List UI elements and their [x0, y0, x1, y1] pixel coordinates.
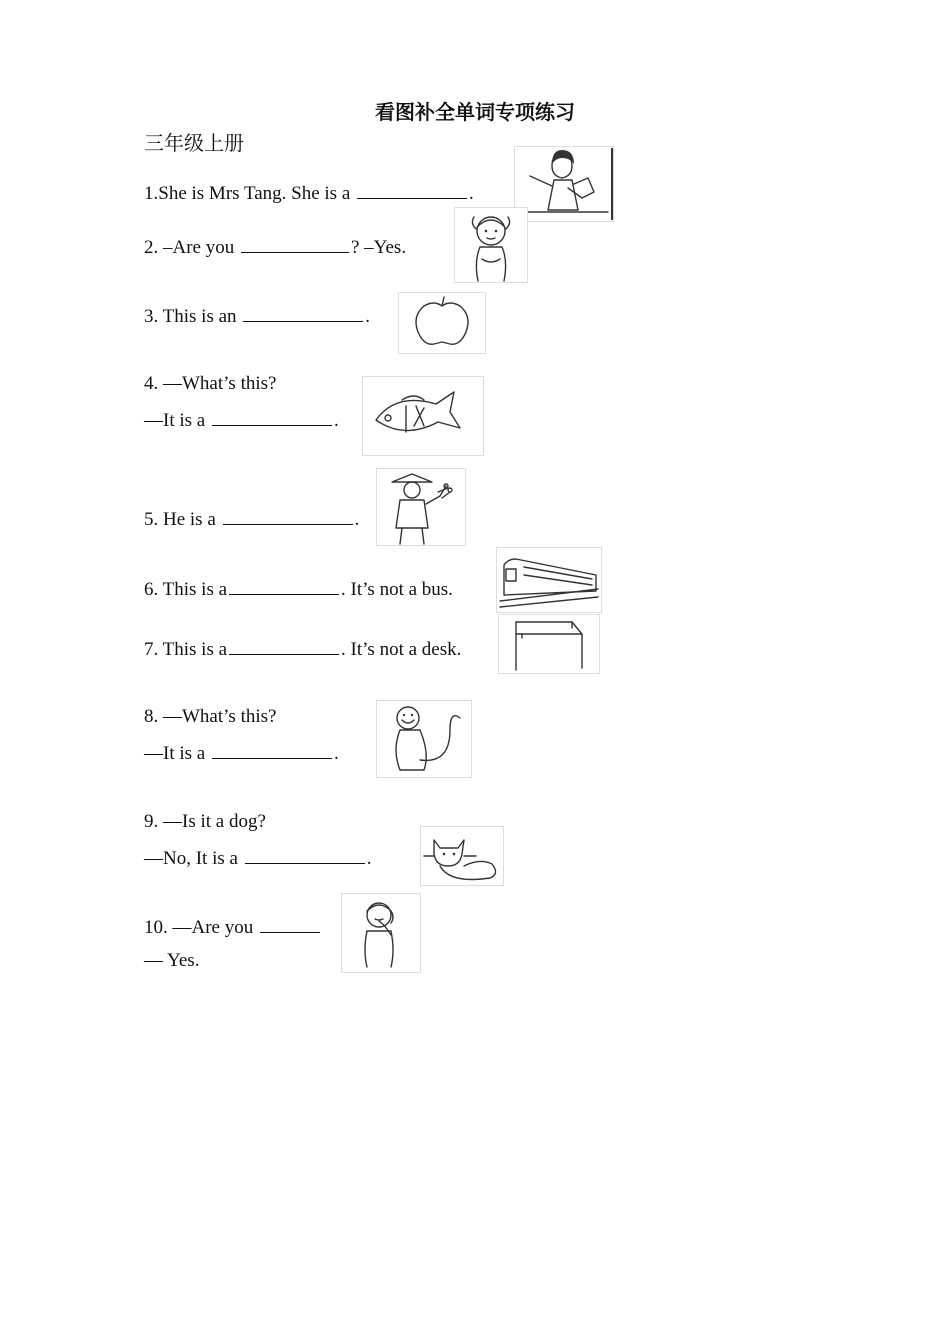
question-1-end: .: [469, 183, 474, 204]
farmer-icon: [376, 468, 466, 546]
answer-blank-9[interactable]: [245, 845, 365, 864]
girl-icon: [454, 207, 528, 283]
question-8: [144, 740, 339, 766]
question-5-text: 5. He is a: [144, 509, 216, 530]
question-2-text: 2. –Are you: [144, 237, 235, 258]
question-6-end: . It’s not a bus.: [341, 579, 453, 600]
answer-blank-6[interactable]: [229, 576, 339, 595]
question-9-end: .: [366, 848, 372, 869]
monkey-icon: [376, 700, 472, 778]
apple-icon: [398, 292, 486, 354]
question-7-end: . It’s not a desk.: [341, 639, 462, 660]
question-9: [144, 845, 371, 871]
sick-girl-icon: [341, 893, 421, 973]
question-10-text: 10. —Are you: [144, 917, 254, 938]
page-subtitle: 三年级上册: [144, 131, 244, 155]
question-3: [144, 303, 370, 329]
question-2-end: ? –Yes.: [350, 237, 407, 258]
question-1-text: 1.She is Mrs Tang. She is a: [144, 183, 351, 204]
question-6: [144, 576, 453, 602]
train-icon: [496, 547, 602, 613]
question-5: [144, 506, 359, 532]
question-4-end: .: [333, 410, 339, 431]
answer-blank-2[interactable]: [241, 234, 349, 253]
answer-blank-5[interactable]: [223, 506, 353, 525]
answer-blank-8[interactable]: [212, 740, 332, 759]
answer-blank-1[interactable]: [357, 180, 467, 199]
answer-blank-7[interactable]: [229, 636, 339, 655]
answer-blank-3[interactable]: [243, 303, 363, 322]
cat-icon: [420, 826, 504, 886]
question-3-text: 3. This is an: [144, 306, 237, 327]
question-6-text: 6. This is a: [144, 579, 228, 600]
answer-blank-4[interactable]: [212, 407, 332, 426]
question-8-prompt: 8. —What’s this?: [144, 706, 277, 727]
teacher-icon: [514, 146, 614, 222]
question-4: [144, 407, 339, 433]
question-8-text: —It is a: [144, 743, 206, 764]
question-9-text: —No, It is a: [144, 848, 238, 869]
question-7-text: 7. This is a: [144, 639, 228, 660]
question-8-end: .: [333, 743, 339, 764]
question-4-prompt: 4. —What’s this?: [144, 373, 277, 394]
answer-blank-10[interactable]: [260, 914, 320, 933]
table-icon: [498, 614, 600, 674]
question-10-prompt: [144, 914, 322, 940]
page-title: 看图补全单词专项练习: [375, 100, 575, 124]
question-9-prompt: 9. —Is it a dog?: [144, 811, 266, 832]
question-10-answer: — Yes.: [144, 950, 200, 971]
question-3-end: .: [365, 306, 371, 327]
question-1: [144, 180, 474, 206]
question-2: [144, 234, 406, 260]
question-7: [144, 636, 461, 662]
question-4-text: —It is a: [144, 410, 206, 431]
question-5-end: .: [354, 509, 360, 530]
fish-icon: [362, 376, 484, 456]
